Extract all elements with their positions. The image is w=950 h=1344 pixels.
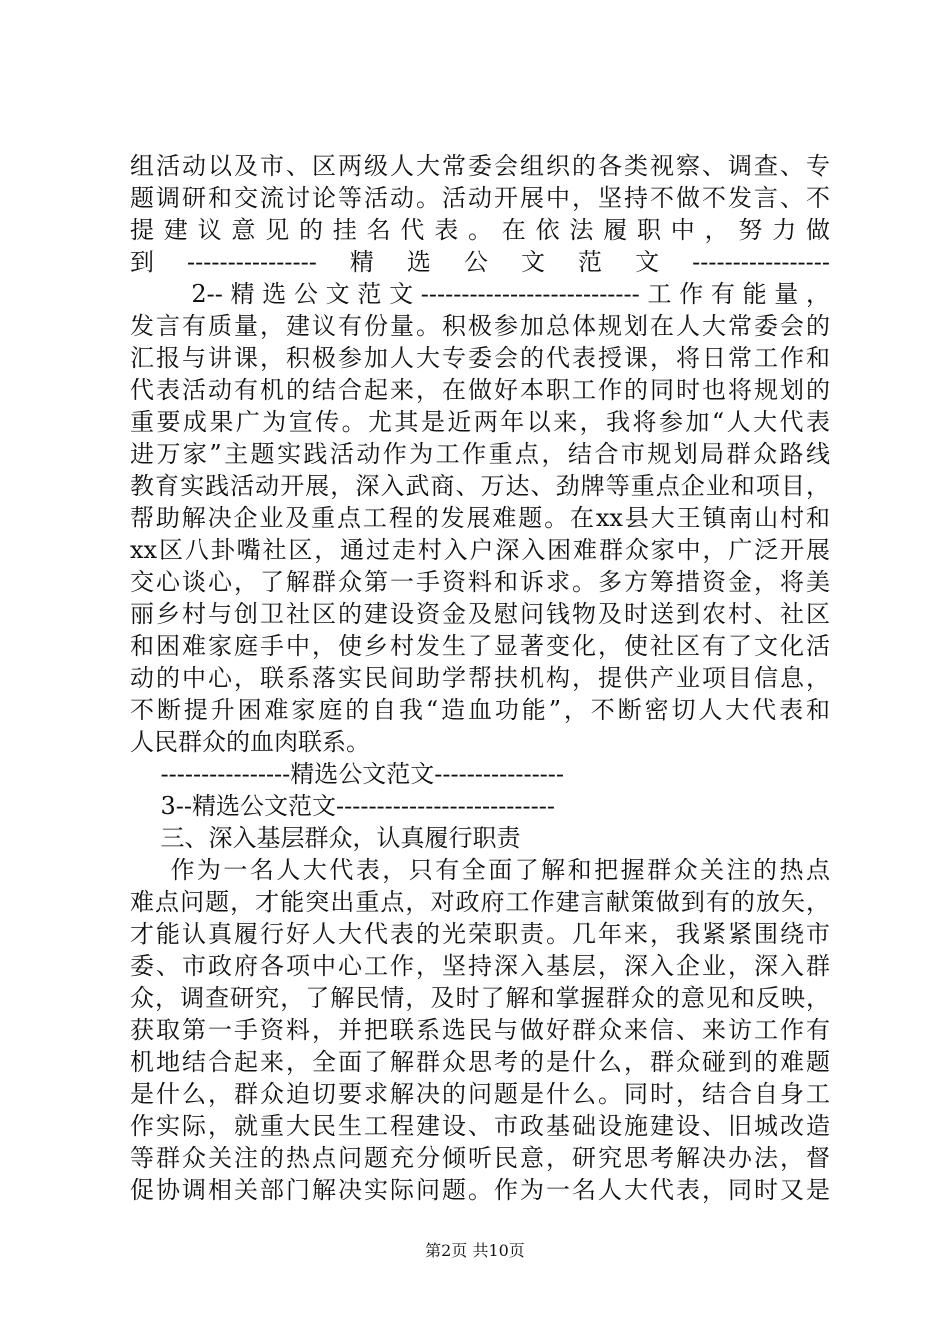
text-line: 机地结合起来，全面了解群众思考的是什么，群众碰到的难题 — [130, 1048, 830, 1076]
text-line: 才能认真履行好人大代表的光荣职责。几年来，我紧紧围绕市 — [130, 920, 830, 948]
text-line: 题调研和交流讨论等活动。活动开展中，坚持不做不发言、不 — [130, 184, 830, 212]
text-line: 发言有质量，建议有份量。积极参加总体规划在人大常委会的 — [130, 312, 830, 340]
text-line: 教育实践活动开展，深入武商、万达、劲牌等重点企业和项目， — [130, 472, 830, 500]
text-line: 等群众关注的热点问题充分倾听民意，研究思考解决办法，督 — [130, 1144, 830, 1172]
text-line: 到----------------精选公文范文----------------- — [130, 248, 830, 276]
text-line: 2--精选公文范文---------------------------工作有能量， — [130, 280, 830, 308]
text-line: 帮助解决企业及重点工程的发展难题。在xx县大王镇南山村和 — [130, 504, 830, 532]
text-line: 作实际，就重大民生工程建设、市政基础设施建设、旧城改造 — [130, 1112, 830, 1140]
text-line: 动的中心，联系落实民间助学帮扶机构，提供产业项目信息， — [130, 664, 830, 692]
page-number-footer: 第2页 共10页 — [425, 1241, 525, 1260]
text-line: 是什么，群众迫切要求解决的问题是什么。同时，结合自身工 — [130, 1080, 830, 1108]
text-line: 3--精选公文范文--------------------------- — [130, 792, 555, 820]
text-line: 丽乡村与创卫社区的建设资金及慰问钱物及时送到农村、社区 — [130, 600, 830, 628]
text-line: 提 建 议 意 见 的 挂 名 代 表 。 在 依 法 履 职 中 ， 努 力 做 — [130, 216, 830, 244]
text-line: 汇报与讲课，积极参加人大专委会的代表授课，将日常工作和 — [130, 344, 830, 372]
text-line: 和困难家庭手中，使乡村发生了显著变化，使社区有了文化活 — [130, 632, 830, 660]
text-line: xx区八卦嘴社区，通过走村入户深入困难群众家中，广泛开展 — [130, 536, 830, 564]
text-line: 代表活动有机的结合起来，在做好本职工作的同时也将规划的 — [130, 376, 830, 404]
text-line: ----------------精选公文范文---------------- — [130, 760, 565, 788]
text-line: 委、市政府各项中心工作，坚持深入基层，深入企业，深入群 — [130, 952, 830, 980]
text-line: 三、深入基层群众，认真履行职责 — [130, 824, 521, 852]
text-line: 进万家”主题实践活动作为工作重点，结合市规划局群众路线 — [130, 440, 830, 468]
text-line: 作为一名人大代表，只有全面了解和把握群众关注的热点 — [130, 856, 830, 884]
body-text — [130, 150, 830, 1206]
text-line: 难点问题，才能突出重点，对政府工作建言献策做到有的放矢， — [130, 888, 830, 916]
text-line: 组活动以及市、区两级人大常委会组织的各类视察、调查、专 — [130, 152, 830, 180]
text-line: 重要成果广为宣传。尤其是近两年以来，我将参加“人大代表 — [130, 408, 830, 436]
text-line: 获取第一手资料，并把联系选民与做好群众来信、来访工作有 — [130, 1016, 830, 1044]
text-line: 不断提升困难家庭的自我“造血功能”，不断密切人大代表和 — [130, 696, 830, 724]
text-line: 人民群众的血肉联系。 — [130, 728, 370, 756]
text-line: 交心谈心，了解群众第一手资料和诉求。多方筹措资金，将美 — [130, 568, 830, 596]
text-line: 众，调查研究，了解民情，及时了解和掌握群众的意见和反映， — [130, 984, 830, 1012]
text-line: 促协调相关部门解决实际问题。作为一名人大代表，同时又是 — [130, 1176, 830, 1204]
